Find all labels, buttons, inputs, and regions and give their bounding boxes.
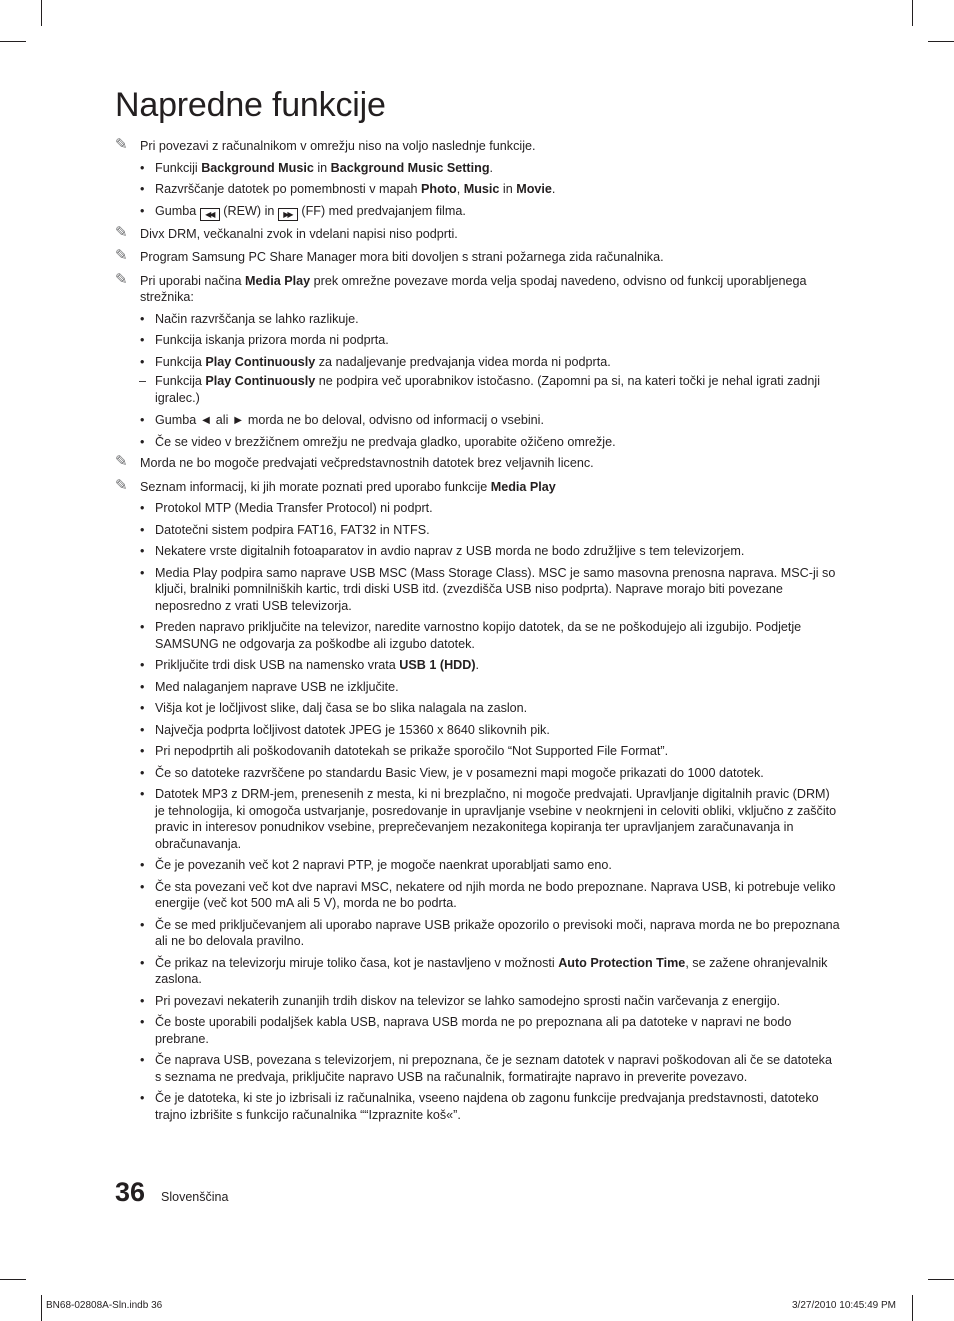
list-item: • Pri povezavi nekaterih zunanjih trdih diskov na televizor se lahko samodejno sprosti način varčevanja z energijo. xyxy=(140,993,781,1008)
note: ✎ Pri uporabi načina Media Play prek omrežne povezave morda velja spodaj navedeno, odvisno od funkcij uporabljenega strežnika: xyxy=(115,270,807,304)
page-number: 36 xyxy=(115,1177,146,1207)
list-item: • Če sta povezani več kot dve napravi MSC, nekatere od njih morda ne bodo prepoznane. Naprava USB, ki potrebuje veliko energije (več kot 500 mA ali 5 V), morda ne bo podrta. xyxy=(140,879,836,910)
bullet-icon: • xyxy=(140,744,145,758)
list-item: • Če se video v brezžičnem omrežju ne predvaja gladko, uporabite ožičeno omrežje. xyxy=(140,434,616,449)
crop-mark xyxy=(0,41,26,42)
list-item: • Če naprava USB, povezana s televizorjem, ni prepoznana, če je seznam datotek v napravi poškodovan ali če se datoteka s seznama ne predvaja, priključite napravo USB na računalnik, formatirajte napravo in preverite povezavo. xyxy=(140,1053,832,1084)
list-item: • Pri nepodprtih ali poškodovanih datotekah se prikaže sporočilo “Not Supported File Format”. xyxy=(140,744,669,758)
list-item: • Datotek MP3 z DRM-jem, prenesenih z mesta, ki ni brezplačno, ni mogoče predvajati. Upravljanje digitalnih pravic (DRM) je tehnologija, ki omogoča ustvarjanje, posredovanje in upravljanje vsebine v neokrnjeni in celoviti obliki, vključno z zaščito pravic in interesov ponudnikov vsebine, preprečevanjem nezakonitega kopiranja ter upravljanjem zaračunavanja in obračunavanja. xyxy=(140,787,837,851)
list-item: • Funkcija Play Continuously za nadaljevanje predvajanja videa morda ni podprta. xyxy=(140,354,611,369)
list-item: • Višja kot je ločljivost slike, dalj časa se bo slika nalagala na zaslon. xyxy=(140,701,528,715)
pencil-icon: ✎ xyxy=(115,247,128,264)
note-text: Program Samsung PC Share Manager mora biti dovoljen s strani požarnega zida računalnika. xyxy=(140,250,664,264)
list-item: • Če je datoteka, ki ste jo izbrisali iz računalnika, vseeno najdena ob zagonu funkcije predvajanja predstavnosti, datoteko trajno izbrišite s funkcijo računalnika ““Izpraznite koš«”. xyxy=(140,1091,819,1122)
dash-icon: – xyxy=(139,374,147,388)
bullet-icon: • xyxy=(140,765,145,780)
bullet-icon: • xyxy=(140,1015,145,1029)
bullet-icon: • xyxy=(140,413,145,427)
bullet-icon: • xyxy=(140,620,145,634)
bullet-list xyxy=(115,160,840,221)
bullet-icon: • xyxy=(140,955,145,970)
bullet-icon: • xyxy=(140,565,145,580)
bullet-icon: • xyxy=(140,501,145,515)
bullet-icon: • xyxy=(140,522,145,537)
note: ✎ Seznam informacij, ki jih morate poznati pred uporabo funkcije Media Play xyxy=(115,476,556,494)
list-item: • Priključite trdi disk USB na namensko vrata USB 1 (HDD). xyxy=(140,658,480,672)
list-item: • Če boste uporabili podaljšek kabla USB, naprava USB morda ne po prepoznana ali pa datoteke v napravi ne bodo prebrane. xyxy=(140,1015,792,1046)
fast-forward-icon: ▶▶ xyxy=(278,208,298,221)
note xyxy=(115,249,840,266)
list-item: • Datotečni sistem podpira FAT16, FAT32 in NTFS. xyxy=(140,522,430,537)
crop-mark xyxy=(928,41,954,42)
bullet-icon: • xyxy=(140,160,145,175)
list-item: • Če se med priključevanjem ali uporabo naprave USB prikaže opozorilo o previsoki moči, naprava morda ne bo prepoznana ali ne bo delovala pravilno. xyxy=(140,917,840,948)
bullet-icon: • xyxy=(140,544,145,558)
list-item: • Media Play podpira samo naprave USB MSC (Mass Storage Class). MSC je samo masovna prenosna naprava. MSC-ji so ključi, bralniki pomnilniških kartic, trdi diski USB itd. (zvezdišča USB niso podprta). Naprave morajo biti povezane neposredno z vrati USB televizorja. xyxy=(140,565,836,613)
bullet-list xyxy=(115,500,840,1123)
note-text: Pri povezavi z računalnikom v omrežju niso na voljo naslednje funkcije. xyxy=(140,139,536,153)
note xyxy=(115,455,840,472)
page-content xyxy=(115,138,840,1128)
bullet-icon: • xyxy=(140,333,145,347)
page-language: Slovenščina xyxy=(161,1190,229,1204)
pencil-icon: ✎ xyxy=(115,453,128,470)
bullet-icon: • xyxy=(140,787,145,801)
note xyxy=(115,223,840,243)
list-item: • Če prikaz na televizorju miruje toliko časa, kot je nastavljeno v možnosti Auto Protection Time, se zažene ohranjevalnik zaslona. xyxy=(140,955,828,986)
bullet-icon: • xyxy=(140,203,145,218)
list-item: • Razvrščanje datotek po pomembnosti v mapah Photo, Music in Movie. xyxy=(140,182,556,196)
note-text: Morda ne bo mogoče predvajati večpredstavnostnih datotek brez veljavnih licenc. xyxy=(140,456,594,470)
note xyxy=(115,138,840,155)
list-item: • Med nalaganjem naprave USB ne izključite. xyxy=(140,679,399,694)
list-item: • Gumba ◀◀ (REW) in ▶▶ (FF) med predvajanjem filma. xyxy=(140,203,466,219)
list-item: • Če so datoteke razvrščene po standardu Basic View, je v posamezni mapi mogoče prikazati do 1000 datotek. xyxy=(140,765,764,780)
bullet-icon: • xyxy=(140,434,145,449)
sub-list-item: – Funkcija Play Continuously ne podpira več uporabnikov istočasno. (Zapomni pa si, na kateri točki je nehal igrati zadnji igralec.) xyxy=(139,374,820,405)
bullet-icon: • xyxy=(140,311,145,326)
bullet-icon: • xyxy=(140,679,145,694)
bullet-icon: • xyxy=(140,1053,145,1067)
list-item: • Funkciji Background Music in Background Music Setting. xyxy=(140,160,494,175)
bullet-list xyxy=(115,311,840,451)
print-slug-file: BN68-02808A-Sln.indb 36 xyxy=(46,1300,163,1311)
note-text: Divx DRM, večkanalni zvok in vdelani napisi niso podprti. xyxy=(140,226,458,241)
bullet-icon: • xyxy=(140,1091,145,1105)
bullet-icon: • xyxy=(140,722,145,737)
crop-mark xyxy=(912,1295,913,1321)
crop-mark xyxy=(41,1295,42,1321)
bullet-icon: • xyxy=(140,354,145,369)
list-item: • Največja podprta ločljivost datotek JPEG je 15360 x 8640 slikovnih pik. xyxy=(140,722,550,737)
crop-mark xyxy=(912,0,913,26)
bullet-icon: • xyxy=(140,917,145,932)
pencil-icon: ✎ xyxy=(115,136,128,153)
print-slug-date: 3/27/2010 10:45:49 PM xyxy=(792,1300,896,1311)
pencil-icon: ✎ xyxy=(115,476,128,494)
crop-mark xyxy=(41,0,42,26)
list-item: • Nekatere vrste digitalnih fotoaparatov in avdio naprav z USB morda ne bodo združljive s tem televizorjem. xyxy=(140,544,745,558)
list-item: • Način razvrščanja se lahko razlikuje. xyxy=(140,311,359,326)
list-item: • Funkcija iskanja prizora morda ni podprta. xyxy=(140,333,389,347)
bullet-icon: • xyxy=(140,993,145,1008)
list-item: • Protokol MTP (Media Transfer Protocol) ni podprt. xyxy=(140,501,433,515)
bullet-icon: • xyxy=(140,182,145,196)
bullet-icon: • xyxy=(140,701,145,715)
crop-mark xyxy=(0,1279,26,1280)
bullet-icon: • xyxy=(140,658,145,672)
bullet-icon: • xyxy=(140,879,145,894)
bullet-icon: • xyxy=(140,858,145,872)
page-title: Napredne funkcije xyxy=(115,86,386,124)
rewind-icon: ◀◀ xyxy=(200,208,220,221)
pencil-icon: ✎ xyxy=(115,223,128,241)
list-item: • Preden napravo priključite na televizor, naredite varnostno kopijo datotek, da se ne poškodujejo ali izgubijo. Podjetje SAMSUNG ne odgovarja za poškodbe ali izgubo datotek. xyxy=(140,620,802,651)
pencil-icon: ✎ xyxy=(115,270,128,288)
list-item: • Gumba ◄ ali ► morda ne bo deloval, odvisno od informacij o vsebini. xyxy=(140,413,544,427)
list-item: • Če je povezanih več kot 2 napravi PTP, je mogoče naenkrat uporabljati samo eno. xyxy=(140,858,612,872)
crop-mark xyxy=(928,1279,954,1280)
